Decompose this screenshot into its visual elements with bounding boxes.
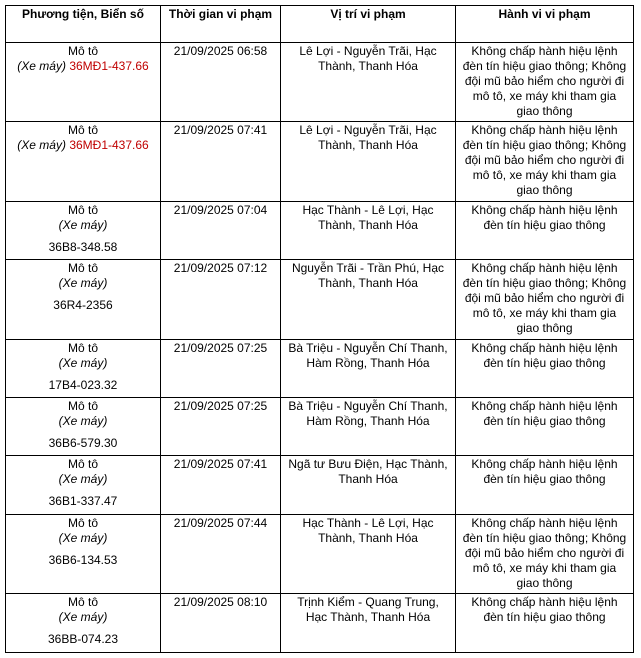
location-cell: Lê Lợi - Nguyễn Trãi, Hạc Thành, Thanh Hóa: [281, 122, 456, 202]
table-row: [6, 340, 634, 398]
license-plate: 36B6-579.30: [48, 436, 118, 450]
time-cell: 21/09/2025 07:41: [161, 122, 281, 202]
location-cell: Lê Lợi - Nguyễn Trãi, Hạc Thành, Thanh Hóa: [281, 43, 456, 122]
vehicle-cell: [6, 515, 161, 594]
location-cell: Trịnh Kiểm - Quang Trung, Hạc Thành, Thanh Hóa: [281, 594, 456, 653]
license-plate: 36B6-134.53: [48, 553, 118, 567]
location-cell: Bà Triệu - Nguyễn Chí Thanh, Hàm Rồng, Thanh Hóa: [281, 398, 456, 456]
vehicle-subtype: (Xe máy): [58, 218, 108, 232]
license-plate: 36R4-2356: [53, 298, 113, 312]
vehicle-type: Mô tô: [67, 399, 98, 413]
vehicle-cell: [6, 594, 161, 653]
license-plate: 36MĐ1-437.66: [69, 138, 149, 152]
vehicle-type: Mô tô: [67, 44, 98, 58]
time-cell: 21/09/2025 06:58: [161, 43, 281, 122]
location-cell: Hạc Thành - Lê Lợi, Hạc Thành, Thanh Hóa: [281, 202, 456, 260]
time-cell: 21/09/2025 07:25: [161, 340, 281, 398]
location-cell: Hạc Thành - Lê Lợi, Hạc Thành, Thanh Hóa: [281, 515, 456, 594]
behavior-cell: Không chấp hành hiệu lệnh đèn tín hiệu giao thông: [456, 202, 634, 260]
vehicle-type: Mô tô: [67, 123, 98, 137]
behavior-cell: Không chấp hành hiệu lệnh đèn tín hiệu giao thông; Không đội mũ bảo hiểm cho người đi mô tô, xe máy khi tham gia giao thông: [456, 122, 634, 202]
column-header-behavior: Hành vi vi phạm: [456, 6, 634, 43]
vehicle-type: Mô tô: [67, 203, 98, 217]
table-row: [6, 122, 634, 202]
vehicle-type: Mô tô: [67, 261, 98, 275]
behavior-cell: Không chấp hành hiệu lệnh đèn tín hiệu giao thông; Không đội mũ bảo hiểm cho người đi mô tô, xe máy khi tham gia giao thông: [456, 43, 634, 122]
table-row: [6, 594, 634, 653]
column-header-time: Thời gian vi phạm: [161, 6, 281, 43]
time-cell: 21/09/2025 07:04: [161, 202, 281, 260]
vehicle-subtype: (Xe máy): [58, 276, 108, 290]
location-cell: Ngã tư Bưu Điện, Hạc Thành, Thanh Hóa: [281, 456, 456, 515]
license-plate: 17B4-023.32: [48, 378, 118, 392]
time-cell: 21/09/2025 07:44: [161, 515, 281, 594]
location-cell: Nguyễn Trãi - Trần Phú, Hạc Thành, Thanh Hóa: [281, 260, 456, 340]
vehicle-cell: [6, 398, 161, 456]
license-plate: 36MĐ1-437.66: [69, 59, 149, 73]
vehicle-subtype: (Xe máy): [58, 531, 108, 545]
vehicle-subtype: (Xe máy): [17, 138, 66, 152]
table-row: [6, 515, 634, 594]
table-row: [6, 456, 634, 515]
vehicle-type: Mô tô: [67, 595, 98, 609]
vehicle-cell: [6, 43, 161, 122]
time-cell: 21/09/2025 07:25: [161, 398, 281, 456]
time-cell: 21/09/2025 07:12: [161, 260, 281, 340]
time-cell: 21/09/2025 07:41: [161, 456, 281, 515]
vehicle-cell: [6, 122, 161, 202]
vehicle-type: Mô tô: [67, 516, 98, 530]
behavior-cell: Không chấp hành hiệu lệnh đèn tín hiệu giao thông; Không đội mũ bảo hiểm cho người đi mô tô, xe máy khi tham gia giao thông: [456, 260, 634, 340]
table-row: [6, 398, 634, 456]
vehicle-subtype: (Xe máy): [17, 59, 66, 73]
behavior-cell: Không chấp hành hiệu lệnh đèn tín hiệu giao thông: [456, 594, 634, 653]
vehicle-subtype: (Xe máy): [58, 610, 108, 624]
vehicle-type: Mô tô: [67, 341, 98, 355]
table-row: [6, 202, 634, 260]
vehicle-subtype: (Xe máy): [58, 356, 108, 370]
vehicle-cell: [6, 202, 161, 260]
behavior-cell: Không chấp hành hiệu lệnh đèn tín hiệu giao thông: [456, 398, 634, 456]
violations-table: [5, 5, 634, 653]
column-header-vehicle: Phương tiện, Biển số: [6, 6, 161, 43]
time-cell: 21/09/2025 08:10: [161, 594, 281, 653]
table-row: [6, 260, 634, 340]
column-header-location: Vị trí vi phạm: [281, 6, 456, 43]
table-row: [6, 43, 634, 122]
vehicle-cell: [6, 456, 161, 515]
vehicle-type: Mô tô: [67, 457, 98, 471]
license-plate: 36B1-337.47: [48, 494, 118, 508]
vehicle-cell: [6, 260, 161, 340]
location-cell: Bà Triệu - Nguyễn Chí Thanh, Hàm Rồng, Thanh Hóa: [281, 340, 456, 398]
behavior-cell: Không chấp hành hiệu lệnh đèn tín hiệu giao thông: [456, 340, 634, 398]
license-plate: 36BB-074.23: [47, 632, 119, 646]
vehicle-cell: [6, 340, 161, 398]
behavior-cell: Không chấp hành hiệu lệnh đèn tín hiệu giao thông: [456, 456, 634, 515]
behavior-cell: Không chấp hành hiệu lệnh đèn tín hiệu giao thông; Không đội mũ bảo hiểm cho người đi mô tô, xe máy khi tham gia giao thông: [456, 515, 634, 594]
vehicle-subtype: (Xe máy): [58, 414, 108, 428]
license-plate: 36B8-348.58: [48, 240, 118, 254]
vehicle-subtype: (Xe máy): [58, 472, 108, 486]
table-header-row: [6, 6, 634, 43]
